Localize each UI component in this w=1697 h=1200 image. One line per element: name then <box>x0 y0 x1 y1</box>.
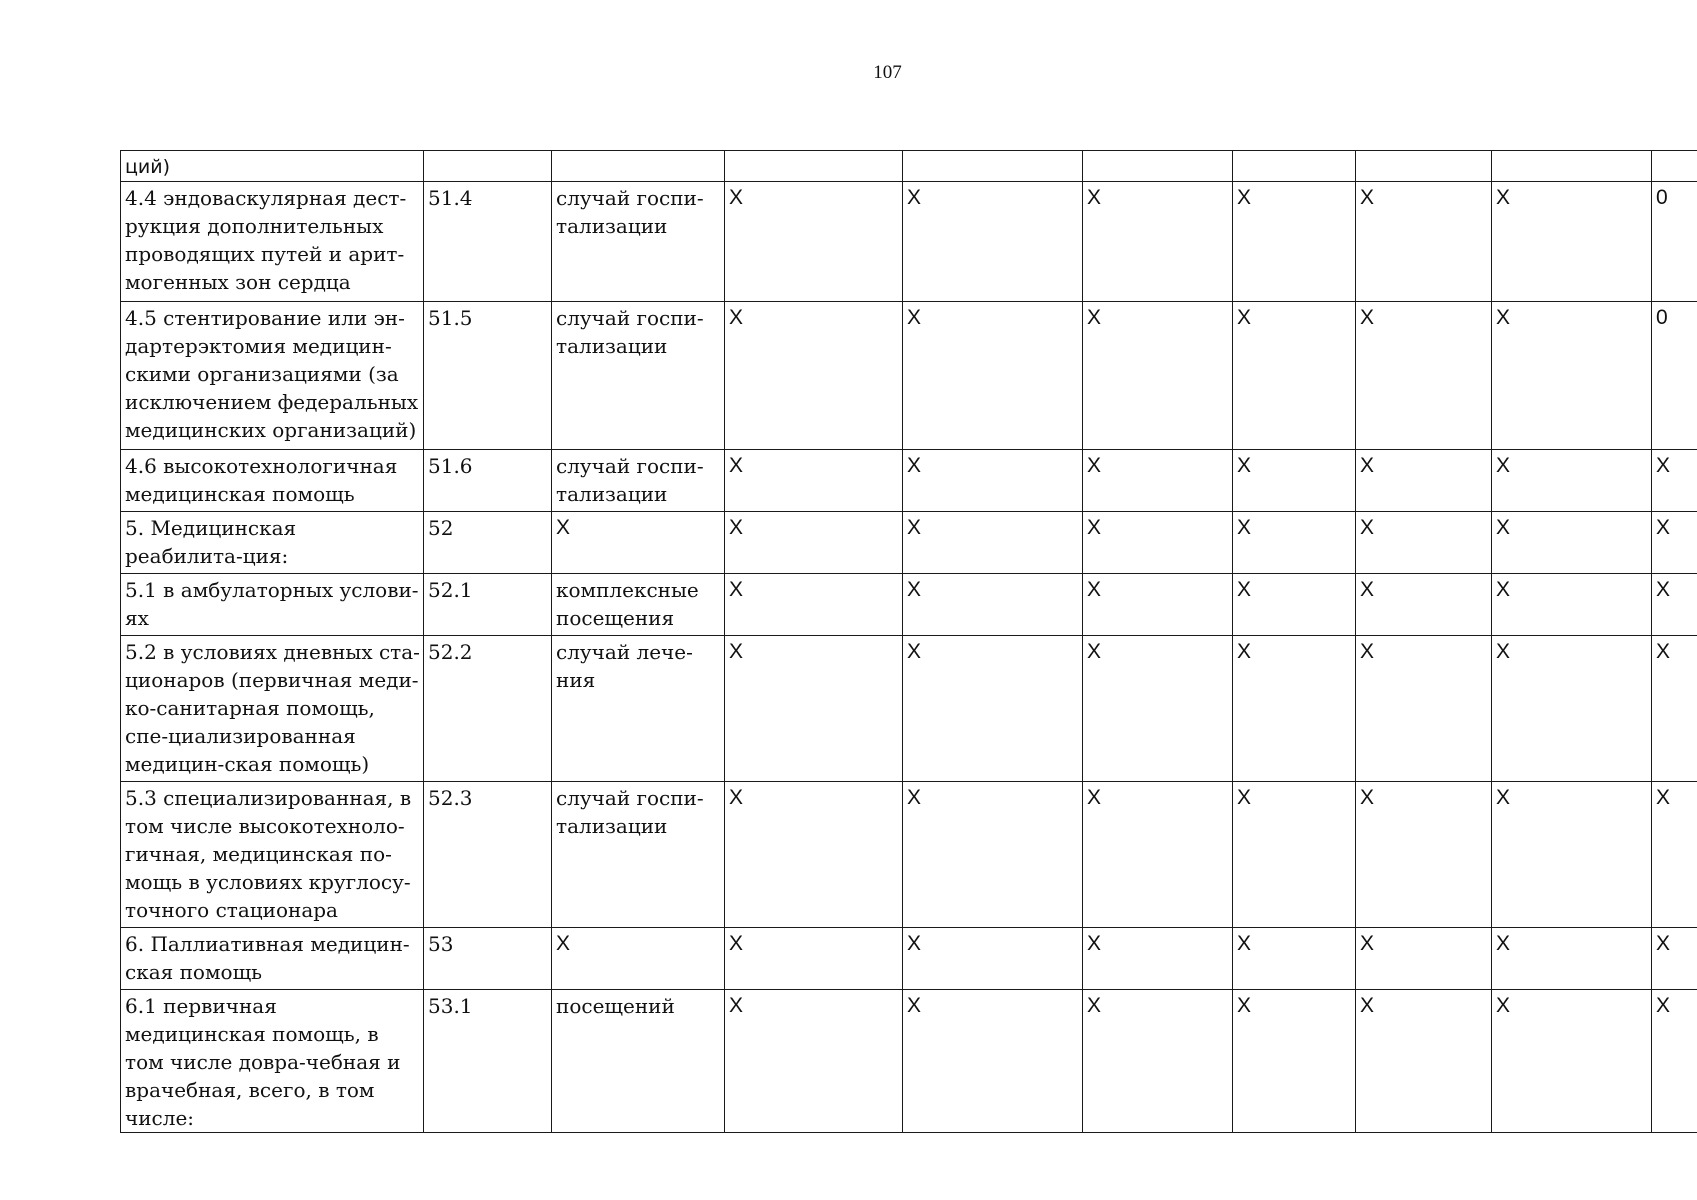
value-cell: X <box>903 182 1083 302</box>
value-cell: X <box>725 302 903 450</box>
value-cell: X <box>1492 574 1652 636</box>
value-cell: X <box>1083 928 1233 990</box>
row-unit: комплексные посещения <box>552 574 725 636</box>
row-unit: случай госпи-тализации <box>552 782 725 928</box>
row-name: 4.6 высокотехнологичная медицинская помощь <box>121 450 424 512</box>
value-cell: X <box>1492 302 1652 450</box>
value-cell: X <box>1083 182 1233 302</box>
row-name: 6. Паллиативная медицин-ская помощь <box>121 928 424 990</box>
table-row <box>121 990 1697 1133</box>
value-cell: X <box>1652 636 1697 782</box>
value-cell: X <box>1492 990 1652 1133</box>
value-cell: X <box>1356 512 1492 574</box>
value-cell: X <box>725 450 903 512</box>
value-cell: X <box>1083 574 1233 636</box>
value-cell: X <box>1233 928 1356 990</box>
row-code: 53 <box>424 928 552 990</box>
value-cell: X <box>725 990 903 1133</box>
empty-cell <box>1652 151 1697 182</box>
value-cell: X <box>903 574 1083 636</box>
value-cell: X <box>725 574 903 636</box>
value-cell: X <box>1356 302 1492 450</box>
table-body <box>121 151 1697 1133</box>
row-code: 52.2 <box>424 636 552 782</box>
value-cell: X <box>1233 182 1356 302</box>
value-cell: X <box>1083 302 1233 450</box>
empty-cell <box>1233 151 1356 182</box>
value-cell: X <box>1356 928 1492 990</box>
value-cell: X <box>725 636 903 782</box>
row-unit: посещений <box>552 990 725 1133</box>
row-code: 53.1 <box>424 990 552 1133</box>
empty-cell <box>552 151 725 182</box>
table-row <box>121 928 1697 990</box>
table-row-continuation <box>121 151 1697 182</box>
row-name: 5. Медицинская реабилита-ция: <box>121 512 424 574</box>
page-number: 107 <box>873 62 902 83</box>
value-cell: X <box>903 928 1083 990</box>
value-cell: X <box>903 636 1083 782</box>
value-cell: X <box>1492 512 1652 574</box>
empty-cell <box>725 151 903 182</box>
value-cell: X <box>1652 928 1697 990</box>
row-name: ций) <box>121 151 424 182</box>
row-unit: X <box>552 512 725 574</box>
row-unit: случай госпи-тализации <box>552 450 725 512</box>
row-unit: случай госпи-тализации <box>552 302 725 450</box>
table-row <box>121 636 1697 782</box>
value-cell: X <box>903 512 1083 574</box>
value-cell: X <box>1233 990 1356 1133</box>
value-cell: X <box>1356 450 1492 512</box>
row-unit: случай госпи-тализации <box>552 182 725 302</box>
value-cell: X <box>1083 990 1233 1133</box>
value-cell: X <box>1356 574 1492 636</box>
row-code: 52.1 <box>424 574 552 636</box>
value-cell: X <box>1083 512 1233 574</box>
value-cell: X <box>1233 782 1356 928</box>
row-name: 4.4 эндоваскулярная дест-рукция дополнительных проводящих путей и арит-могенных зон сердца <box>121 182 424 302</box>
value-cell: X <box>725 512 903 574</box>
row-code: 51.5 <box>424 302 552 450</box>
table-row <box>121 512 1697 574</box>
value-cell: X <box>903 450 1083 512</box>
row-code: 52.3 <box>424 782 552 928</box>
value-cell: X <box>903 782 1083 928</box>
value-cell: X <box>1652 990 1697 1133</box>
table-row <box>121 782 1697 928</box>
empty-cell <box>1083 151 1233 182</box>
row-unit: случай лече-ния <box>552 636 725 782</box>
value-cell: X <box>1233 302 1356 450</box>
value-cell: X <box>903 302 1083 450</box>
value-cell: X <box>725 782 903 928</box>
value-cell: X <box>725 928 903 990</box>
empty-cell <box>1356 151 1492 182</box>
row-code: 51.4 <box>424 182 552 302</box>
value-cell: 0 <box>1652 302 1697 450</box>
value-cell: X <box>1083 450 1233 512</box>
value-cell: X <box>1233 574 1356 636</box>
value-cell: X <box>1492 450 1652 512</box>
value-cell: X <box>1652 782 1697 928</box>
value-cell: X <box>1356 636 1492 782</box>
table-row <box>121 182 1697 302</box>
value-cell: X <box>1083 782 1233 928</box>
value-cell: X <box>1492 182 1652 302</box>
value-cell: X <box>1356 182 1492 302</box>
value-cell: X <box>1083 636 1233 782</box>
row-code: 52 <box>424 512 552 574</box>
value-cell: X <box>1652 450 1697 512</box>
value-cell: X <box>1233 636 1356 782</box>
value-cell: X <box>1492 636 1652 782</box>
row-name: 4.5 стентирование или эн-дартерэктомия медицин-скими организациями (за исключением федеральных медицинских организаций) <box>121 302 424 450</box>
value-cell: X <box>1233 512 1356 574</box>
row-name: 6.1 первичная медицинская помощь, в том числе довра-чебная и врачебная, всего, в том числе: <box>121 990 424 1133</box>
value-cell: X <box>1356 782 1492 928</box>
data-table <box>120 150 1697 1133</box>
table-row <box>121 450 1697 512</box>
value-cell: X <box>1356 990 1492 1133</box>
table-row <box>121 302 1697 450</box>
row-name: 5.1 в амбулаторных услови-ях <box>121 574 424 636</box>
value-cell: X <box>1492 928 1652 990</box>
row-unit: X <box>552 928 725 990</box>
value-cell: 0 <box>1652 182 1697 302</box>
empty-cell <box>424 151 552 182</box>
row-name: 5.2 в условиях дневных ста-ционаров (первичная меди-ко-санитарная помощь, спе-циализированная медицин-ская помощь) <box>121 636 424 782</box>
row-name: 5.3 специализированная, в том числе высокотехноло-гичная, медицинская по-мощь в условиях круглосу-точного стационара <box>121 782 424 928</box>
value-cell: X <box>1652 574 1697 636</box>
value-cell: X <box>725 182 903 302</box>
empty-cell <box>903 151 1083 182</box>
value-cell: X <box>1233 450 1356 512</box>
table-row <box>121 574 1697 636</box>
value-cell: X <box>903 990 1083 1133</box>
value-cell: X <box>1492 782 1652 928</box>
empty-cell <box>1492 151 1652 182</box>
value-cell: X <box>1652 512 1697 574</box>
row-code: 51.6 <box>424 450 552 512</box>
